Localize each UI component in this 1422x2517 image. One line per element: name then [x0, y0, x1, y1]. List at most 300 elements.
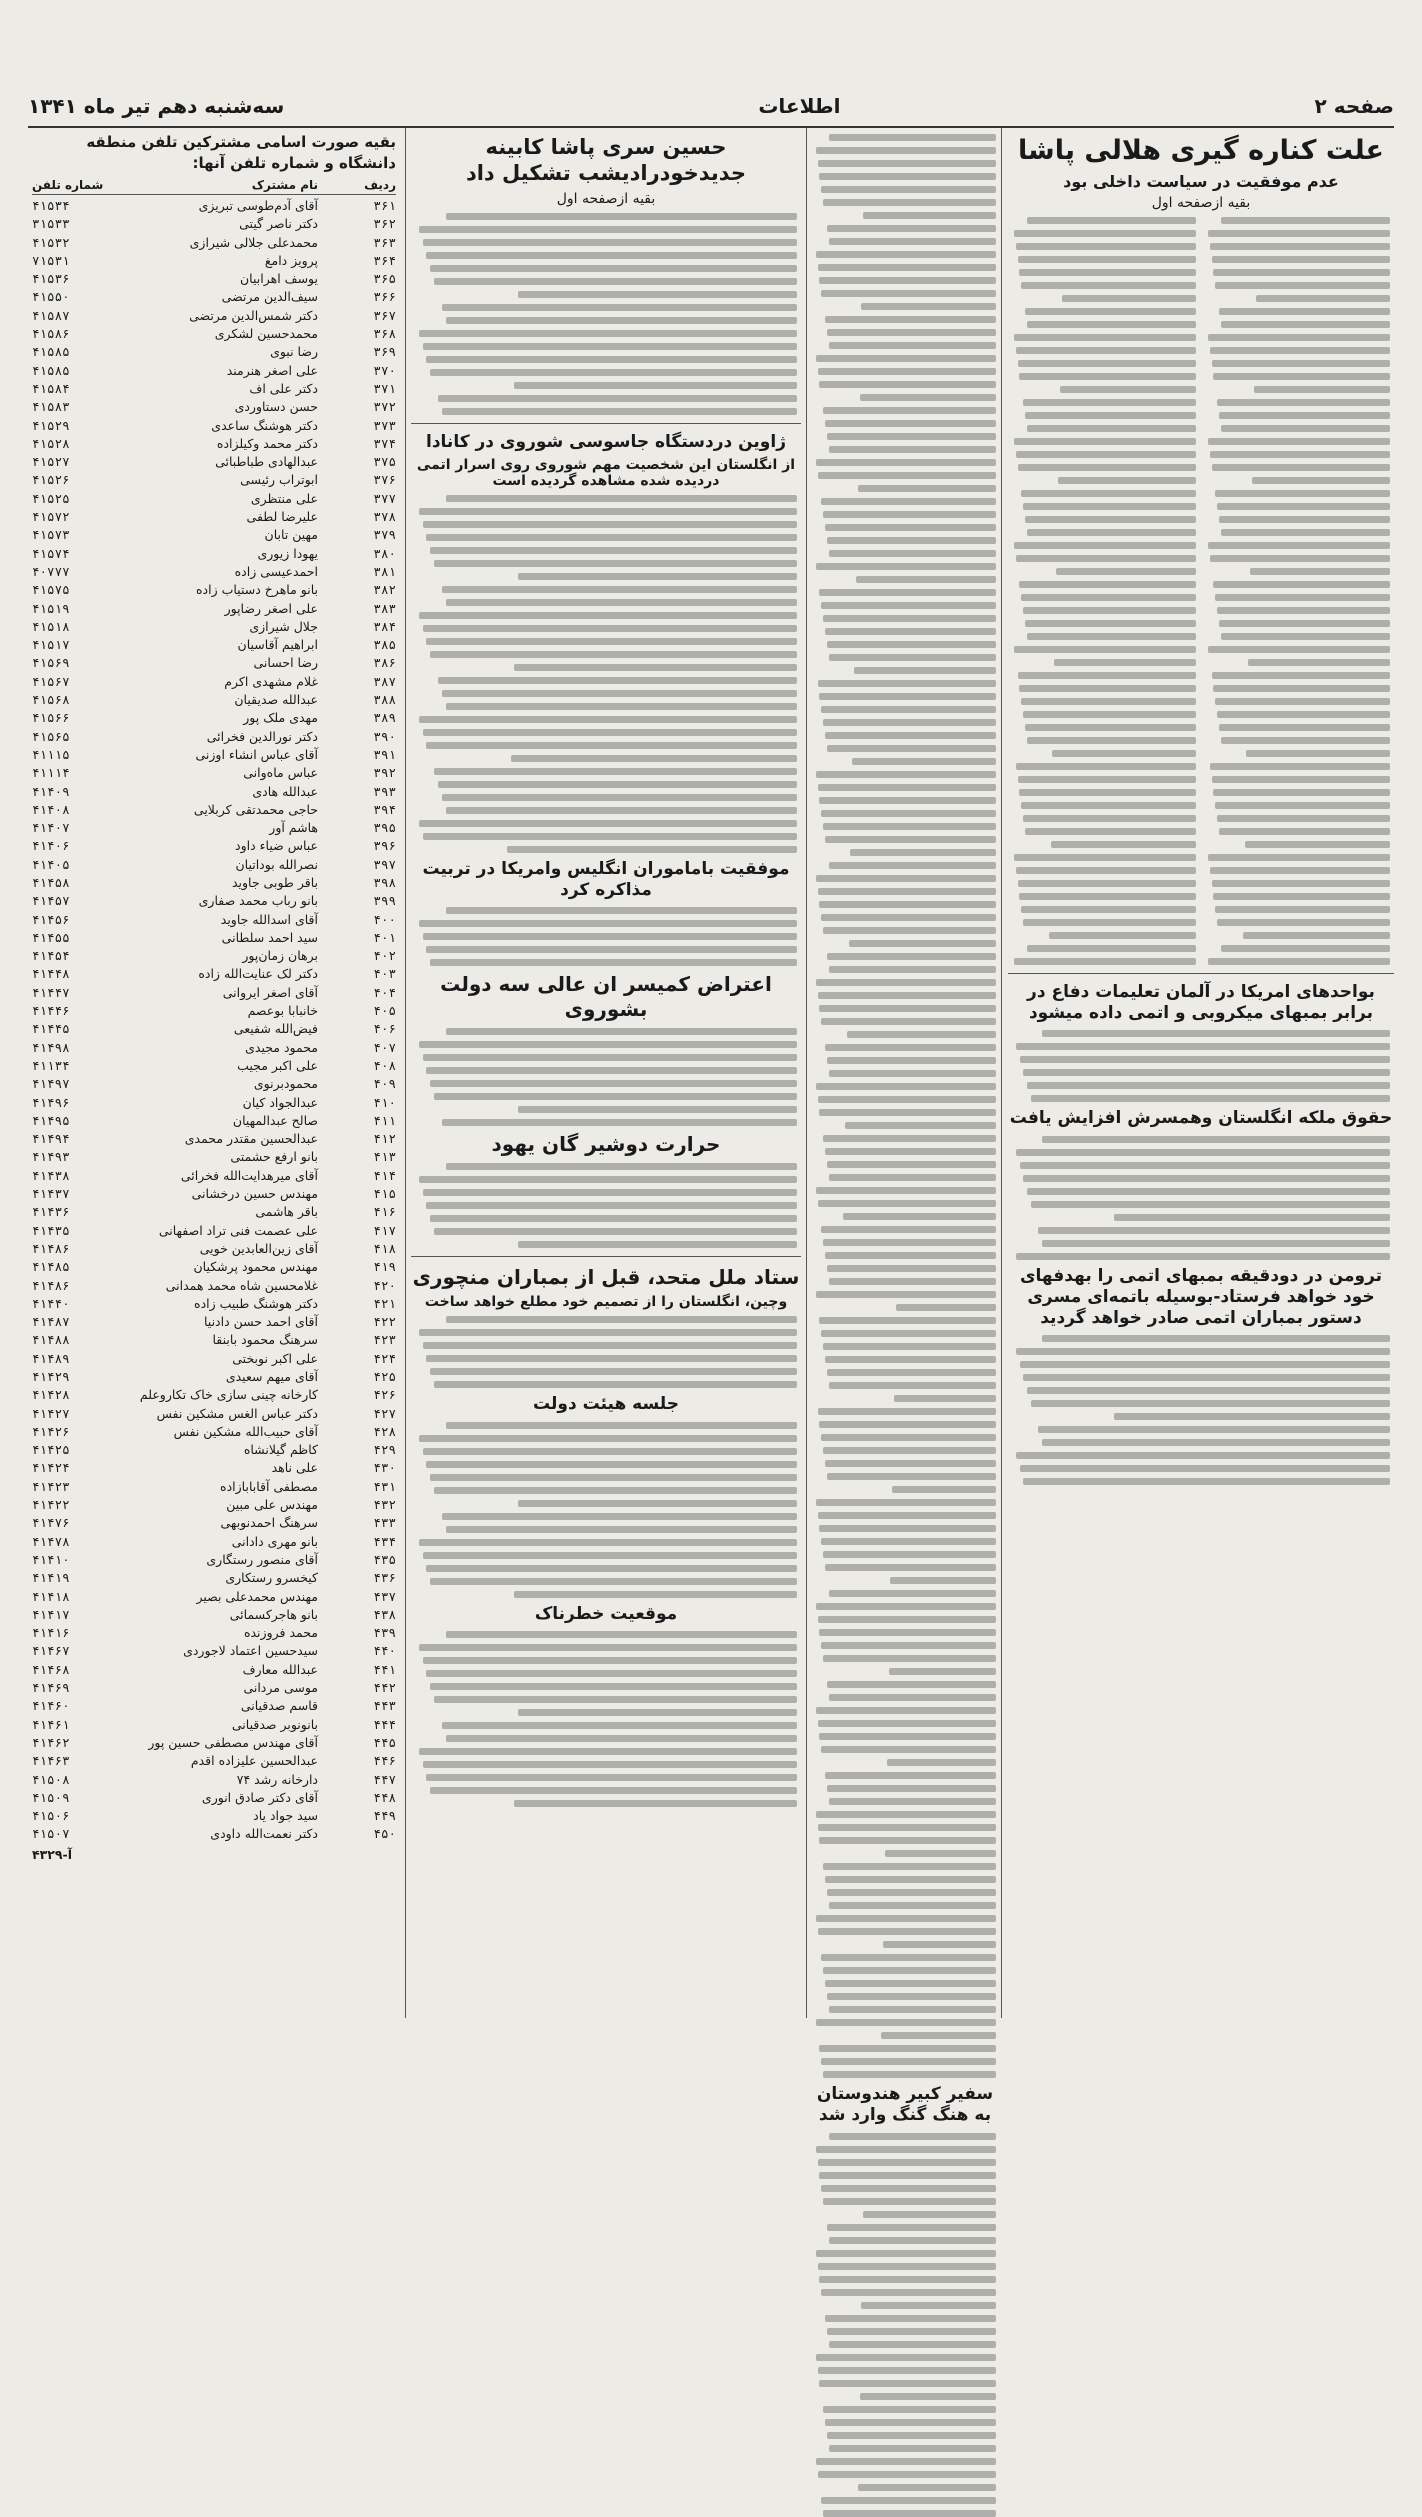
list-item [32, 471, 396, 489]
text-line [1208, 438, 1390, 445]
text-line [1014, 438, 1196, 445]
text-line [821, 1746, 996, 1753]
row-name: دکتر محمد وکیلزاده [216, 435, 318, 451]
row-number: ۴۱۱۳۴ [32, 1057, 70, 1073]
article-body [1012, 1030, 1390, 1102]
text-line [1016, 555, 1196, 562]
text-line [419, 920, 797, 927]
row-number: ۴۱۴۶۸ [32, 1661, 70, 1677]
text-line [819, 1005, 996, 1012]
row-number: ۴۱۵۵۰ [32, 289, 70, 305]
list-item [32, 197, 396, 215]
text-line [816, 771, 996, 778]
text-line [825, 732, 996, 739]
row-index: ۳۶۸ [373, 326, 396, 342]
list-item [32, 600, 396, 618]
text-line [419, 1329, 797, 1336]
row-name: عبدالحسین مقتدر محمدی [184, 1131, 318, 1147]
text-line [818, 160, 996, 167]
text-line [818, 368, 996, 375]
text-line [1027, 737, 1196, 744]
text-line [1014, 854, 1196, 861]
text-line [818, 1824, 996, 1831]
text-line [1016, 243, 1196, 250]
row-name: دکتر عباس الغس مشکین نفس [156, 1405, 318, 1421]
row-name: مهندس محمود پرشکیان [193, 1259, 318, 1275]
text-line [1215, 698, 1390, 705]
text-line [430, 369, 797, 376]
text-line [863, 2211, 996, 2218]
text-line [442, 408, 797, 415]
row-index: ۴۳۸ [373, 1606, 396, 1622]
row-name: صالح عبدالمهیان [232, 1112, 318, 1128]
column-middle [411, 128, 801, 2028]
text-line [825, 1148, 996, 1155]
list-item [32, 1386, 396, 1404]
text-line [821, 1538, 996, 1545]
text-line [426, 356, 797, 363]
list-item [32, 947, 396, 965]
text-line [818, 888, 996, 895]
list-item [32, 1496, 396, 1514]
row-number: ۴۱۴۳۷ [32, 1186, 70, 1202]
text-line [823, 719, 996, 726]
list-item [32, 307, 396, 325]
text-line [821, 2058, 996, 2065]
text-line [890, 1577, 996, 1584]
list-item [32, 1057, 396, 1075]
text-line [434, 278, 797, 285]
text-line [514, 664, 797, 671]
list-item [32, 728, 396, 746]
text-line [430, 1080, 797, 1087]
text-line [1016, 1043, 1390, 1050]
row-index: ۳۹۵ [373, 820, 396, 836]
list-item [32, 819, 396, 837]
text-line [1018, 880, 1196, 887]
row-number: ۴۱۵۷۲ [32, 509, 70, 525]
text-line [821, 1226, 996, 1233]
row-number: ۴۱۴۹۵ [32, 1112, 70, 1128]
row-number: ۴۱۴۲۹ [32, 1369, 70, 1384]
text-line [430, 959, 797, 966]
text-line [816, 875, 996, 882]
text-line [823, 1447, 996, 1454]
article-body [415, 495, 797, 853]
text-line [821, 290, 996, 297]
list-item [32, 1807, 396, 1825]
row-number: ۴۱۴۱۷ [32, 1606, 70, 1622]
list-item [32, 270, 396, 288]
text-line [419, 330, 797, 337]
row-number: ۴۱۵۷۵ [32, 582, 70, 598]
row-index: ۴۰۱ [373, 929, 396, 945]
list-item [32, 965, 396, 983]
row-number: ۴۱۴۶۰ [32, 1698, 70, 1714]
row-number: ۴۱۴۴۶ [32, 1003, 70, 1019]
text-line [1212, 672, 1390, 679]
text-line [442, 690, 797, 697]
text-line [818, 472, 996, 479]
list-item [32, 1734, 396, 1752]
row-name: مهندس محمدعلی بصیر [196, 1588, 318, 1604]
row-index: ۳۶۶ [373, 289, 396, 305]
row-number: ۴۱۴۱۸ [32, 1588, 70, 1604]
text-line [1027, 529, 1196, 536]
text-line [1254, 386, 1390, 393]
text-line [1025, 516, 1196, 523]
row-index: ۴۴۵ [373, 1734, 396, 1750]
text-line [1014, 334, 1196, 341]
text-line [1208, 230, 1390, 237]
text-line [823, 1551, 996, 1558]
row-name: غلامحسین شاه محمد همدانی [165, 1277, 318, 1293]
text-line [1210, 867, 1390, 874]
text-line [1016, 867, 1196, 874]
list-item [32, 892, 396, 910]
text-line [1245, 841, 1390, 848]
text-line [825, 1252, 996, 1259]
list-item [32, 1569, 396, 1587]
text-line [1217, 815, 1390, 822]
text-line [823, 1343, 996, 1350]
text-line [423, 521, 797, 528]
text-line [823, 2071, 996, 2078]
text-line [446, 1028, 797, 1035]
row-number: ۴۱۴۰۹ [32, 783, 70, 799]
text-line [816, 147, 996, 154]
row-index: ۴۱۲ [373, 1131, 396, 1147]
row-number: ۴۱۵۶۸ [32, 692, 70, 708]
text-line [827, 1889, 996, 1896]
text-line [816, 2354, 996, 2361]
text-line [1031, 1095, 1390, 1102]
text-line [1019, 893, 1196, 900]
row-index: ۴۱۳ [373, 1149, 396, 1165]
list-item [32, 801, 396, 819]
row-number: ۴۱۴۰۵ [32, 856, 70, 872]
row-number: ۴۱۵۲۸ [32, 435, 70, 451]
text-line [1221, 321, 1390, 328]
list-item [32, 545, 396, 563]
list-item [32, 1459, 396, 1477]
text-line [1219, 724, 1390, 731]
text-line [1031, 1400, 1390, 1407]
text-line [821, 186, 996, 193]
text-line [1062, 295, 1196, 302]
text-line [1027, 321, 1196, 328]
text-line [889, 1668, 996, 1675]
text-line [446, 1526, 797, 1533]
directory-header [32, 178, 396, 195]
text-line [1019, 269, 1196, 276]
row-number: ۴۱۴۶۹ [32, 1680, 70, 1696]
text-line [426, 742, 797, 749]
row-index: ۳۹۸ [373, 874, 396, 890]
list-item [32, 490, 396, 508]
row-index: ۴۲۱ [373, 1295, 396, 1311]
text-line [423, 729, 797, 736]
text-line [426, 1670, 797, 1677]
list-item [32, 1825, 396, 1843]
row-number: ۴۱۴۳۶ [32, 1204, 70, 1220]
row-index: ۴۳۰ [373, 1460, 396, 1476]
text-line [816, 1291, 996, 1298]
text-line [823, 1863, 996, 1870]
text-line [881, 2032, 996, 2039]
text-line [442, 1119, 797, 1126]
row-number: ۴۱۵۰۹ [32, 1789, 70, 1805]
text-line [825, 316, 996, 323]
row-name: کارخانه چینی سازی خاک تکاروعلم [139, 1387, 318, 1403]
row-name: غلام مشهدی اکرم [224, 673, 318, 689]
row-index: ۳۶۵ [373, 271, 396, 287]
text-line [446, 1163, 797, 1170]
list-item [32, 691, 396, 709]
row-number: ۴۱۴۲۶ [32, 1423, 70, 1439]
row-name: آقای زین‌العابدین خویی [199, 1240, 318, 1256]
text-line [1023, 919, 1196, 926]
row-name: بانو مهری دادانی [231, 1533, 318, 1549]
list-item [32, 1167, 396, 1185]
row-number: ۴۱۴۵۵ [32, 929, 70, 945]
text-line [1215, 802, 1390, 809]
row-number: ۴۱۴۹۸ [32, 1039, 70, 1055]
text-line [823, 615, 996, 622]
row-index: ۳۷۰ [373, 362, 396, 378]
row-number: ۴۱۵۰۸ [32, 1771, 70, 1787]
row-index: ۴۴۲ [373, 1680, 396, 1696]
text-line [819, 901, 996, 908]
text-line [434, 1696, 797, 1703]
text-line [1219, 516, 1390, 523]
text-line [1025, 620, 1196, 627]
row-name: دکتر ناصر گیتی [239, 216, 318, 232]
text-line [438, 395, 797, 402]
text-line [825, 2315, 996, 2322]
text-line [1219, 828, 1390, 835]
text-line [1023, 503, 1196, 510]
text-line [1051, 841, 1196, 848]
row-name: دکتر هوشنگ طبیب زاده [194, 1295, 318, 1311]
text-line [1016, 1452, 1390, 1459]
list-item [32, 1350, 396, 1368]
text-line [1212, 776, 1390, 783]
text-line [423, 239, 797, 246]
row-index: ۴۳۹ [373, 1625, 396, 1641]
text-line [1212, 256, 1390, 263]
text-line [419, 226, 797, 233]
text-line [821, 706, 996, 713]
list-item [32, 1514, 396, 1532]
row-index: ۳۹۶ [373, 838, 396, 854]
text-line [419, 1041, 797, 1048]
text-line [1213, 789, 1390, 796]
list-item [32, 1606, 396, 1624]
row-index: ۴۲۷ [373, 1405, 396, 1421]
list-item [32, 929, 396, 947]
text-line [442, 586, 797, 593]
row-index: ۴۱۰ [373, 1094, 396, 1110]
text-line [823, 1655, 996, 1662]
column-right [1008, 128, 1394, 2028]
row-name: دکتر نعمت‌الله داودی [210, 1826, 318, 1842]
text-line [818, 1408, 996, 1415]
text-line [854, 667, 996, 674]
text-line [818, 1928, 996, 1935]
text-line [823, 1135, 996, 1142]
row-index: ۳۷۳ [373, 417, 396, 433]
text-line [518, 573, 797, 580]
text-line [1213, 269, 1390, 276]
text-line [819, 277, 996, 284]
row-index: ۴۴۳ [373, 1698, 396, 1714]
text-line [823, 2510, 996, 2517]
text-line [829, 1382, 996, 1389]
text-line [1021, 594, 1196, 601]
row-name: عبدالله هادی [252, 783, 318, 799]
row-number: ۴۱۴۸۵ [32, 1259, 70, 1275]
text-line [823, 2198, 996, 2205]
text-line [827, 2432, 996, 2439]
text-line [816, 1603, 996, 1610]
row-index: ۳۸۲ [373, 582, 396, 598]
row-number: ۴۱۵۰۶ [32, 1808, 70, 1824]
list-item [32, 1148, 396, 1166]
text-line [818, 1512, 996, 1519]
text-line [829, 1590, 996, 1597]
text-line [821, 2185, 996, 2192]
text-line [423, 1054, 797, 1061]
text-line [818, 1200, 996, 1207]
text-line [1023, 1175, 1390, 1182]
row-name: علی اکبر نوبختی [232, 1350, 318, 1366]
text-line [423, 625, 797, 632]
row-number: ۴۱۴۲۵ [32, 1442, 70, 1458]
text-line [847, 1031, 996, 1038]
text-line [446, 1316, 797, 1323]
text-line [816, 2019, 996, 2026]
text-line [430, 1787, 797, 1794]
text-line [1018, 256, 1196, 263]
text-line [829, 1174, 996, 1181]
text-line [825, 2419, 996, 2426]
row-name: سید احمد سلطانی [221, 929, 318, 945]
text-line [430, 651, 797, 658]
row-index: ۳۸۳ [373, 600, 396, 616]
row-number: ۴۱۴۵۴ [32, 948, 70, 964]
row-number: ۴۱۵۸۳ [32, 399, 70, 415]
row-number: ۴۱۴۶۳ [32, 1753, 70, 1769]
list-item [32, 709, 396, 727]
article-body [415, 1631, 797, 1807]
text-line [819, 797, 996, 804]
row-name: علیرضا لطفی [246, 509, 318, 525]
text-line [1023, 711, 1196, 718]
row-name: علی اکبر مجیب [237, 1057, 318, 1073]
text-line [858, 2484, 996, 2491]
text-line [1031, 1201, 1390, 1208]
row-number: ۴۱۵۶۹ [32, 655, 70, 671]
text-line [1025, 724, 1196, 731]
text-line [823, 1239, 996, 1246]
row-name: کیخسرو رستکاری [225, 1570, 318, 1586]
row-name: کاظم گیلانشاه [243, 1442, 318, 1458]
row-name: سیف‌الدین مرتضی [221, 289, 318, 305]
row-index: ۳۶۳ [373, 234, 396, 250]
text-line [1023, 1478, 1390, 1485]
row-index: ۳۷۹ [373, 527, 396, 543]
row-index: ۴۳۶ [373, 1570, 396, 1586]
text-line [827, 1265, 996, 1272]
row-name: حاجی محمدتقی کربلایی [193, 801, 318, 817]
row-number: ۴۱۴۴۷ [32, 984, 70, 1000]
text-line [518, 1241, 797, 1248]
row-number: ۴۱۴۱۰ [32, 1551, 70, 1567]
subhead-un-staff: وچین، انگلستان را از تصمیم خود مطلع خواهد ساخت [424, 1294, 788, 1311]
row-index: ۳۷۱ [373, 380, 396, 396]
row-number: ۴۱۴۷۶ [32, 1515, 70, 1531]
text-line [446, 1735, 797, 1742]
text-line [1217, 607, 1390, 614]
text-line [850, 849, 996, 856]
text-line [1020, 1361, 1390, 1368]
list-item [32, 1752, 396, 1770]
text-line [825, 524, 996, 531]
row-name: فیض‌الله شفیعی [233, 1021, 318, 1037]
list-item [32, 417, 396, 435]
text-line [1027, 633, 1196, 640]
list-item [32, 1642, 396, 1660]
text-line [1027, 425, 1196, 432]
text-line [883, 1941, 996, 1948]
row-name: دکتر لک عنایت‌الله زاده [198, 966, 318, 982]
row-number: ۴۱۴۹۶ [32, 1094, 70, 1110]
text-line [1114, 1413, 1390, 1420]
row-name: سید جواد یاد [253, 1808, 318, 1824]
text-line [1256, 295, 1390, 302]
text-line [430, 265, 797, 272]
row-index: ۴۲۵ [373, 1369, 396, 1384]
row-name: آقای میهم سعیدی [225, 1369, 318, 1384]
list-item [32, 1789, 396, 1807]
row-name: علی اصغر رضاپور [224, 600, 318, 616]
text-line [827, 225, 996, 232]
headline-truman: ترومن در دودقیقه بمبهای اتمی را بهدفهای خود خواهد فرستاد-بوسیله باتمه‌ای مسری دستور بمباران اتمی صادر خواهد گردید [1019, 1265, 1383, 1328]
text-line [419, 1176, 797, 1183]
row-number: ۴۱۵۳۲ [32, 234, 70, 250]
headline-commissioners: اعتراض کمیسر ان عالی سه دولت بشوروی [440, 972, 772, 1022]
text-line [1049, 932, 1196, 939]
row-index: ۳۷۶ [373, 472, 396, 488]
list-item [32, 1222, 396, 1240]
text-line [1018, 776, 1196, 783]
text-line [849, 940, 996, 947]
text-line [1014, 646, 1196, 653]
text-line [1020, 1465, 1390, 1472]
text-line [860, 394, 997, 401]
text-line [423, 1448, 797, 1455]
row-index: ۴۱۱ [373, 1112, 396, 1128]
headline-us-units-germany: بواحدهای امریکا در آلمان تعلیمات دفاع در برابر بمبهای میکروبی و اتمی داده میشود [1027, 981, 1375, 1023]
row-number: ۴۱۴۲۴ [32, 1460, 70, 1476]
row-number: ۴۱۵۷۴ [32, 545, 70, 561]
text-line [1213, 685, 1390, 692]
text-line [1021, 698, 1196, 705]
text-line [1019, 373, 1196, 380]
text-line [1208, 854, 1390, 861]
text-line [1027, 1188, 1390, 1195]
